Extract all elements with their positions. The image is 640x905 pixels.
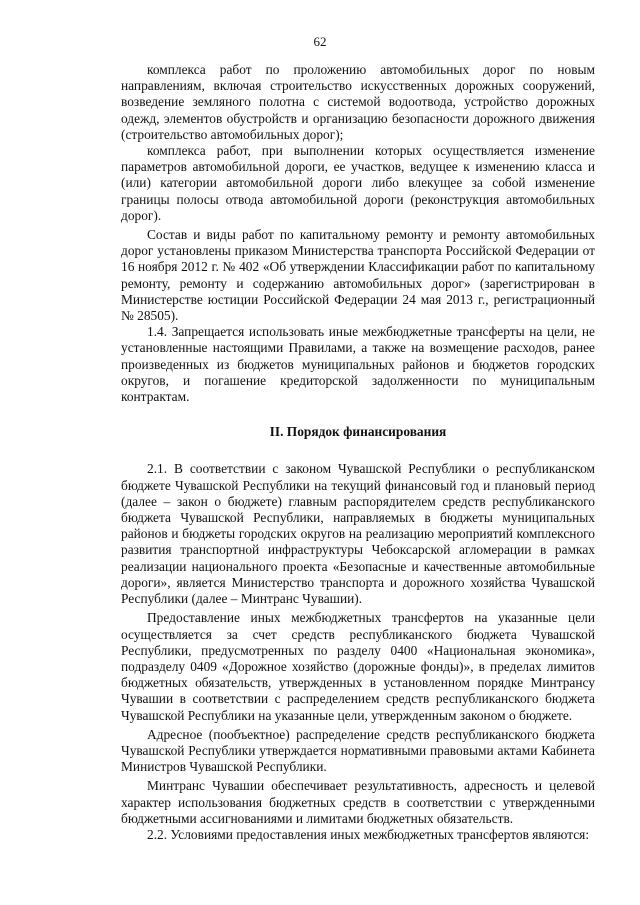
paragraph-clause-2-2: 2.2. Условиями предоставления иных межбюджетных трансфертов являются: — [147, 826, 590, 842]
paragraph-ministry-responsibility: Минтранс Чувашии обеспечивает результативность, адресность и целевой характер использования бюджетных средств в соответствии с утвержденными бюджетными ассигнованиями и лимитами бюджетных обязательств. — [121, 778, 595, 826]
paragraph-address-distribution: Адресное (пообъектное) распределение средств республиканского бюджета Чувашской Республики утверждается нормативными правовыми актами Кабинета Министров Чувашской Республики. — [121, 726, 595, 775]
paragraph-clause-1-4: 1.4. Запрещается использовать иные межбюджетные трансферты на цели, не установленные настоящими Правилами, а также на возмещение расходов, ранее произведенных из бюджетов муниципальных районов и бюджетов городских округов, и погашение кредиторской задолженности по муниципальным контрактам. — [121, 324, 595, 405]
paragraph-road-reconstruction: комплекса работ, при выполнении которых осуществляется изменение параметров автомобильной дороги, ее участков, ведущее к изменению класса и (или) категории автомобильной дороги либо влекущее за собой изменение границы полосы отвода автомобильной дороги (реконструкция автомобильных дорог). — [121, 143, 595, 223]
document-body — [121, 62, 595, 843]
paragraph-road-construction: комплекса работ по проложению автомобильных дорог по новым направлениям, включая строительство искусственных дорожных сооружений, возведение земляного полотна с системой водоотвода, устройство дорожных одежд, элементов обустройств и организацию безопасности дорожного движения (строительство автомобильных дорог); — [121, 62, 595, 142]
paragraph-transfers-provision: Предоставление иных межбюджетных трансфертов на указанные цели осуществляется за счет средств республиканского бюджета Чувашской Республики, предусмотренных по разделу 0400 «Национальная экономика», подразделу 0409 «Дорожное хозяйство (дорожные фонды)», в пределах лимитов бюджетных обязательств, утвержденных в установленном порядке Минтрансу Чувашии в соответствии с распределением средств республиканского бюджета Чувашской Республики на указанные цели, утвержденным законом о бюджете. — [121, 610, 595, 723]
paragraph-repair-works: Состав и виды работ по капитальному ремонту и ремонту автомобильных дорог установлены приказом Министерства транспорта Российской Федерации от 16 ноября 2012 г. № 402 «Об утверждении Классификации работ по капитальному ремонту, ремонту и содержанию автомобильных дорог» (зарегистрирован в Министерстве юстиции Российской Федерации 24 мая 2013 г., регистрационный № 28505). — [121, 227, 595, 324]
page-number: 62 — [313, 34, 327, 49]
section-heading: II. Порядок финансирования — [269, 424, 447, 440]
paragraph-clause-2-1: 2.1. В соответствии с законом Чувашской Республики о республиканском бюджете Чувашской Республики на текущий финансовый год и плановый период (далее – закон о бюджете) главным распорядителем средств республиканского бюджета Чувашской Республики, направляемых в бюджеты муниципальных районов и бюджеты городских округов на реализацию мероприятий комплексного развития транспортной инфраструктуры Чебоксарской агломерации в рамках реализации национального проекта «Безопасные и качественные автомобильные дороги», является Министерство транспорта и дорожного хозяйства Чувашской Республики (далее – Минтранс Чувашии). — [121, 461, 595, 607]
